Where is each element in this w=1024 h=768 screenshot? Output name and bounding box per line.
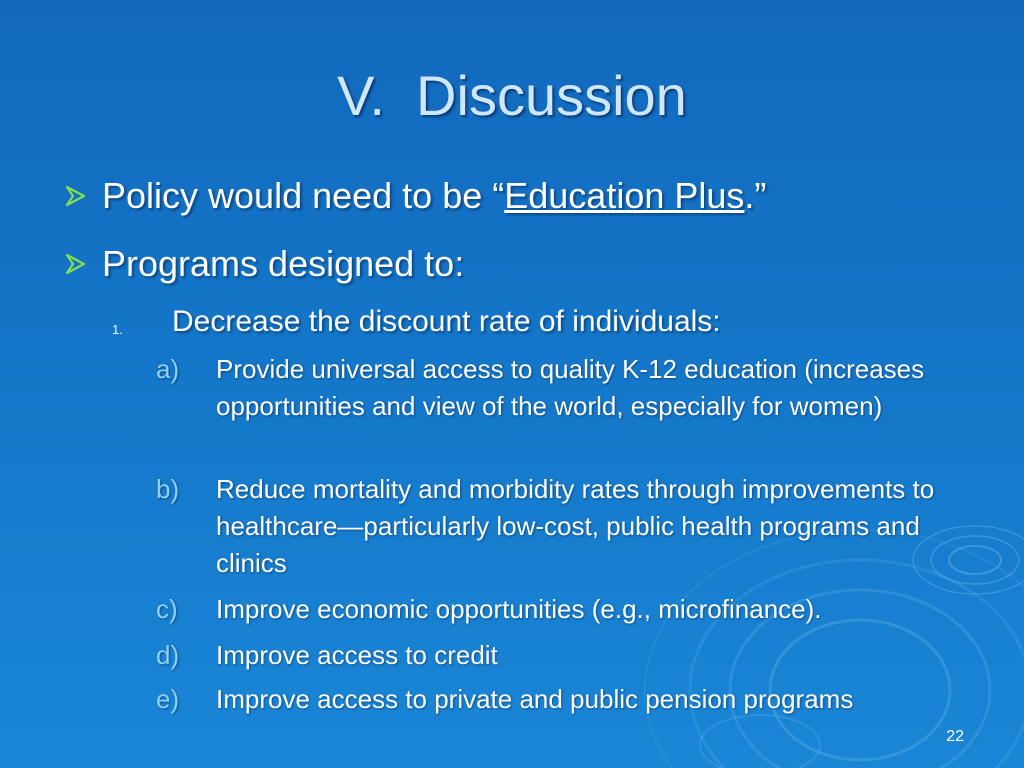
green-arrow-bullet-icon — [64, 253, 88, 275]
education-plus-term: Education Plus — [504, 175, 745, 216]
bullet-text: Policy would need to be “Education Plus.” — [102, 175, 767, 216]
sub-item-letter: d) — [156, 640, 180, 670]
slide-title: V. Discussion — [337, 64, 687, 127]
numbered-item-text: Decrease the discount rate of individuals: — [172, 305, 721, 338]
green-arrow-bullet-icon — [64, 185, 88, 207]
sub-item-text: Provide universal access to quality K-12 education (increases opportunities and view of the world, especially for women) — [216, 354, 925, 421]
bullet-text: Programs designed to: — [102, 243, 465, 284]
sub-item-letter: b) — [156, 474, 180, 504]
numbered-marker: 1. — [112, 322, 123, 337]
page-number: 22 — [946, 728, 964, 745]
sub-item-text: Improve access to credit — [216, 640, 498, 670]
sub-item-text: Improve access to private and public pension programs — [216, 684, 854, 714]
sub-item-text: Improve economic opportunities (e.g., microfinance). — [216, 594, 822, 624]
sub-item-text: Reduce mortality and morbidity rates through improvements to healthcare—particularly low-cost, public health programs and clinics — [216, 474, 935, 578]
sub-item-letter: e) — [156, 684, 180, 714]
sub-item-letter: c) — [156, 594, 178, 624]
sub-item-letter: a) — [156, 354, 180, 384]
